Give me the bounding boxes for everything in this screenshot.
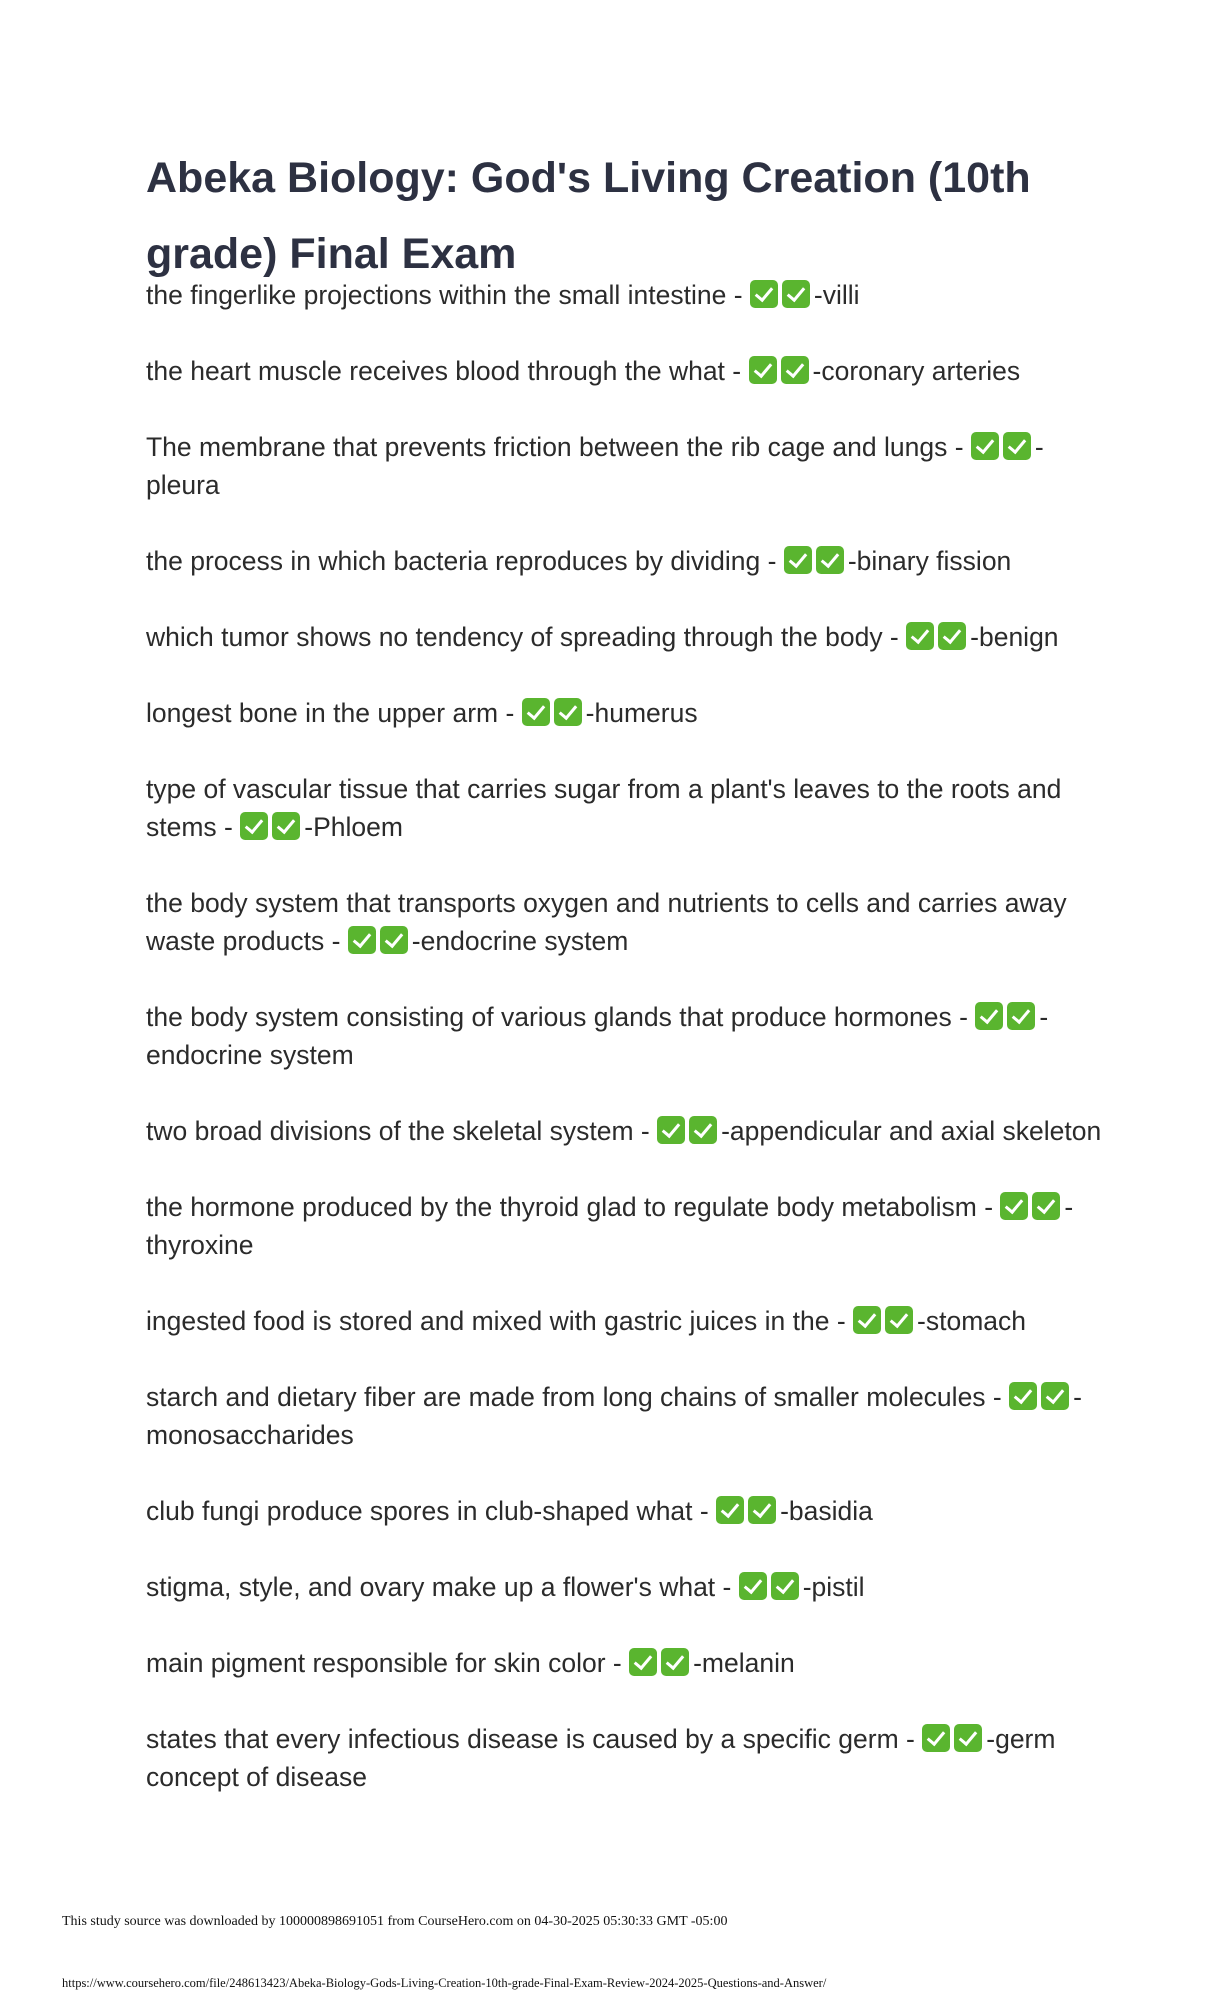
answer-marker [348, 926, 412, 956]
qa-item [146, 428, 1106, 504]
check-mark-icon [657, 1116, 685, 1144]
qa-item [146, 770, 1106, 846]
check-mark-icon [716, 1496, 744, 1524]
answer-text: -appendicular and axial skeleton [721, 1116, 1102, 1146]
qa-item [146, 1492, 1106, 1530]
answer-text: -melanin [693, 1648, 795, 1678]
question-answer-list [146, 276, 1106, 1834]
qa-item [146, 1568, 1106, 1606]
answer-marker [853, 1306, 917, 1336]
check-mark-icon [771, 1572, 799, 1600]
check-mark-icon [1041, 1382, 1069, 1410]
answer-marker [971, 432, 1035, 462]
check-mark-icon [748, 1496, 776, 1524]
answer-text: -germ concept of disease [146, 1724, 1056, 1792]
answer-text: -benign [970, 622, 1059, 652]
answer-text: -endocrine system [146, 1002, 1049, 1070]
check-mark-icon [922, 1724, 950, 1752]
answer-marker [1009, 1382, 1073, 1412]
answer-marker [750, 280, 814, 310]
check-mark-icon [1000, 1192, 1028, 1220]
question-text: the hormone produced by the thyroid glad to regulate body metabolism - [146, 1192, 994, 1222]
document-title: Abeka Biology: God's Living Creation (10th grade) Final Exam [146, 154, 1031, 278]
qa-item [146, 276, 1106, 314]
check-mark-icon [938, 622, 966, 650]
answer-text: -thyroxine [146, 1192, 1074, 1260]
answer-marker [739, 1572, 803, 1602]
check-mark-icon [689, 1116, 717, 1144]
check-mark-icon [272, 812, 300, 840]
check-mark-icon [1032, 1192, 1060, 1220]
check-mark-icon [749, 356, 777, 384]
qa-item [146, 1112, 1106, 1150]
question-text: the heart muscle receives blood through the what - [146, 356, 742, 386]
answer-marker [749, 356, 813, 386]
question-text: the fingerlike projections within the small intestine - [146, 280, 743, 310]
answer-text: -endocrine system [411, 926, 629, 956]
check-mark-icon [348, 926, 376, 954]
qa-item [146, 1720, 1106, 1796]
answer-marker [240, 812, 304, 842]
check-mark-icon [975, 1002, 1003, 1030]
check-mark-icon [1009, 1382, 1037, 1410]
check-mark-icon [782, 280, 810, 308]
answer-text: -villi [813, 280, 860, 310]
check-mark-icon [853, 1306, 881, 1334]
check-mark-icon [781, 356, 809, 384]
answer-marker [716, 1496, 780, 1526]
question-text: which tumor shows no tendency of spreading through the body - [146, 622, 899, 652]
answer-text: -coronary arteries [812, 356, 1021, 386]
answer-text: -pistil [802, 1572, 865, 1602]
check-mark-icon [784, 546, 812, 574]
qa-item [146, 352, 1106, 390]
qa-item [146, 1378, 1106, 1454]
answer-text: -humerus [585, 698, 698, 728]
question-text: the process in which bacteria reproduces by dividing - [146, 546, 777, 576]
answer-text: -binary fission [847, 546, 1012, 576]
answer-text: -pleura [146, 432, 1044, 500]
answer-marker [784, 546, 848, 576]
check-mark-icon [750, 280, 778, 308]
question-text: main pigment responsible for skin color - [146, 1648, 622, 1678]
check-mark-icon [629, 1648, 657, 1676]
qa-item [146, 542, 1106, 580]
check-mark-icon [816, 546, 844, 574]
answer-marker [629, 1648, 693, 1678]
check-mark-icon [522, 698, 550, 726]
qa-item [146, 998, 1106, 1074]
answer-text: -Phloem [304, 812, 403, 842]
check-mark-icon [380, 926, 408, 954]
check-mark-icon [971, 432, 999, 460]
qa-item [146, 884, 1106, 960]
check-mark-icon [240, 812, 268, 840]
answer-marker [657, 1116, 721, 1146]
check-mark-icon [661, 1648, 689, 1676]
question-text: longest bone in the upper arm - [146, 698, 515, 728]
question-text: the body system that transports oxygen and nutrients to cells and carries away waste products - [146, 888, 1067, 956]
question-text: the body system consisting of various glands that produce hormones - [146, 1002, 968, 1032]
check-mark-icon [1003, 432, 1031, 460]
check-mark-icon [554, 698, 582, 726]
download-source-note: This study source was downloaded by 100000898691051 from CourseHero.com on 04-30-2025 05:30:33 GMT -05:00 [62, 1914, 728, 1929]
answer-marker [906, 622, 970, 652]
qa-item [146, 694, 1106, 732]
check-mark-icon [739, 1572, 767, 1600]
check-mark-icon [954, 1724, 982, 1752]
answer-text: -basidia [780, 1496, 873, 1526]
question-text: type of vascular tissue that carries sugar from a plant's leaves to the roots and stems - [146, 774, 1062, 842]
check-mark-icon [885, 1306, 913, 1334]
source-url: https://www.coursehero.com/file/248613423/Abeka-Biology-Gods-Living-Creation-10th-grade-Final-Exam-Review-2024-2025-Questions-and-Answer/ [62, 1976, 827, 1990]
answer-marker [922, 1724, 986, 1754]
question-text: two broad divisions of the skeletal system - [146, 1116, 650, 1146]
answer-marker [522, 698, 586, 728]
answer-marker [975, 1002, 1039, 1032]
answer-text: -stomach [917, 1306, 1027, 1336]
question-text: The membrane that prevents friction between the rib cage and lungs - [146, 432, 964, 462]
qa-item [146, 618, 1106, 656]
qa-item [146, 1644, 1106, 1682]
qa-item [146, 1302, 1106, 1340]
question-text: ingested food is stored and mixed with gastric juices in the - [146, 1306, 846, 1336]
answer-marker [1000, 1192, 1064, 1222]
check-mark-icon [906, 622, 934, 650]
answer-text: -monosaccharides [146, 1382, 1082, 1450]
check-mark-icon [1007, 1002, 1035, 1030]
question-text: states that every infectious disease is caused by a specific germ - [146, 1724, 915, 1754]
question-text: club fungi produce spores in club-shaped what - [146, 1496, 709, 1526]
question-text: stigma, style, and ovary make up a flower's what - [146, 1572, 732, 1602]
question-text: starch and dietary fiber are made from long chains of smaller molecules - [146, 1382, 1002, 1412]
qa-item [146, 1188, 1106, 1264]
